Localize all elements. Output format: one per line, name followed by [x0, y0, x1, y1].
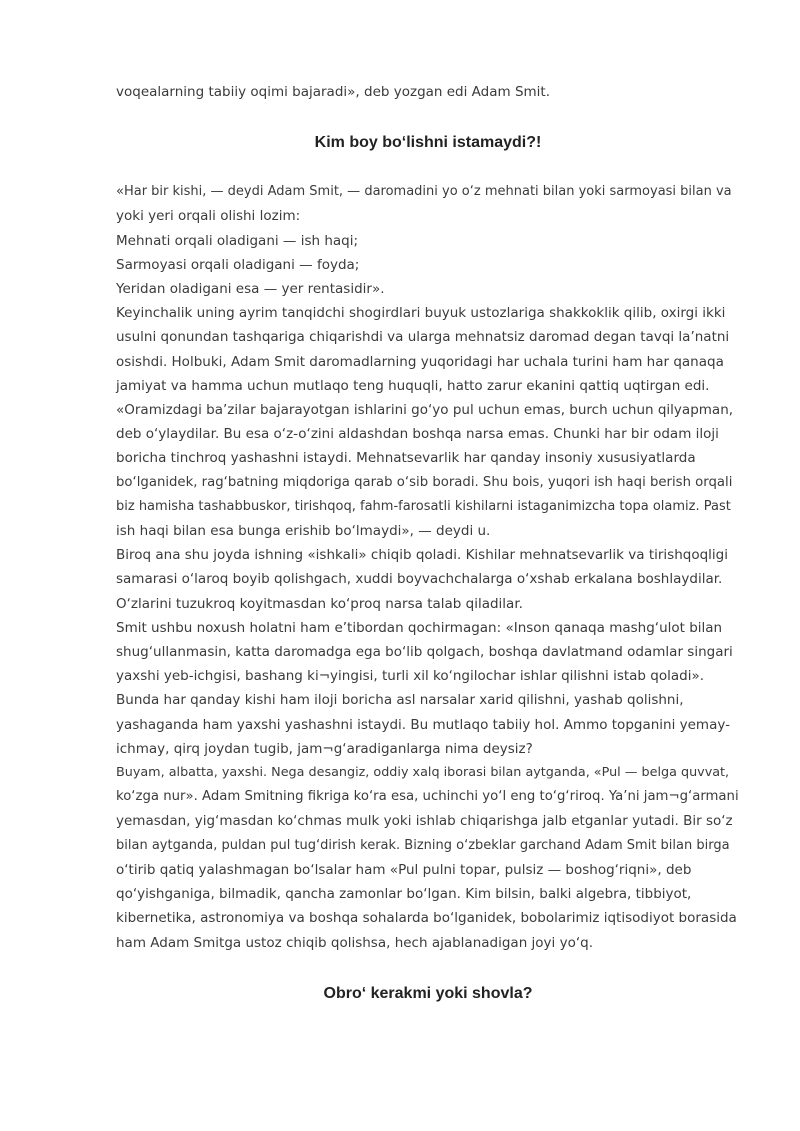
text-line: ichmay, qirq joydan tugib, jam¬g‘aradiganlarga nima deysiz? — [116, 740, 533, 757]
text-line: boricha tinchroq yashashni istaydi. Mehnatsevarlik har qanday insoniy xususiyatlarda — [116, 450, 696, 467]
text-line: ish haqi bilan esa bunga erishib bo‘lmaydi», — deydi u. — [116, 523, 491, 540]
section-body — [116, 180, 740, 955]
text-line: jamiyat va hamma uchun mutlaqo teng huquqli, hatto zarur ekanini qattiq uqtirgan edi. — [116, 377, 710, 394]
text-line: «Har bir kishi, — deydi Adam Smit, — daromadini yo o‘z mehnati bilan yoki sarmoyasi bilan va — [116, 184, 732, 200]
text-line: yemasdan, yig‘masdan ko‘chmas mulk yoki ishlab chiqarishga jalb etganlar yutadi. Bir so‘z — [116, 813, 733, 830]
text-line: Keyinchalik uning ayrim tanqidchi shogirdlari buyuk ustozlariga shakkoklik qilib, oxirgi ikki — [116, 305, 726, 322]
section-heading-reputation: Obro‘ kerakmi yoki shovla? — [323, 984, 533, 1002]
text-line: Smit ushbu noxush holatni ham e’tibordan qochirmagan: «Inson qanaqa mashg‘ulot bilan — [116, 619, 723, 636]
text-line: yaxshi yeb-ichgisi, bashang ki¬yingisi, turli xil ko‘ngilochar ishlar qilishni istab qoladi». — [116, 668, 705, 685]
text-line: qo‘yishganiga, bilmadik, qancha zamonlar bo‘lgan. Kim bilsin, balki algebra, tibbiyot, — [116, 886, 692, 903]
text-line: Bunda har qanday kishi ham iloji boricha asl narsalar xarid qilishni, yashab qolishni, — [116, 692, 684, 709]
text-line: Yeridan oladigani esa — yer rentasidir». — [116, 281, 385, 298]
text-line: bilan aytganda, puldan pul tug‘dirish kerak. Bizning o‘zbeklar garchand Adam Smit bilan birga — [116, 837, 730, 853]
text-line: yashaganda ham yaxshi yashashni istaydi. Bu mutlaqo tabiiy hol. Ammo topganini yemay- — [116, 716, 730, 733]
text-line: Biroq ana shu joyda ishning «ishkali» chiqib qoladi. Kishilar mehnatsevarlik va tirishqoqligi — [116, 547, 728, 564]
text-line: o‘tirib qatiq yalashmagan bo‘lsalar ham «Pul pulni topar, pulsiz — boshog‘riqni», deb — [116, 861, 692, 878]
intro-line: voqealarning tabiiy oqimi bajaradi», deb yozgan edi Adam Smit. — [116, 84, 551, 100]
text-line: ham Adam Smitga ustoz chiqib qolishsa, hech ajablanadigan joyi yo‘q. — [116, 934, 593, 951]
text-line: «Oramizdagi ba’zilar bajarayotgan ishlarini go‘yo pul uchun emas, burch uchun qilyapman, — [116, 402, 734, 419]
section-heading-rich: Kim boy bo‘lishni istamaydi?! — [314, 134, 542, 152]
text-line: Buyam, albatta, yaxshi. Nega desangiz, oddiy xalq iborasi bilan aytganda, «Pul — belga quvvat, — [116, 765, 730, 781]
text-line: usulni qonundan tashqariga chiqarishdi va ularga mehnatsiz daromad degan tavqi la’natni — [116, 329, 730, 346]
text-line: biz hamisha tashabbuskor, tirishqoq, fahm-farosatli kishilarni istaganimizcha topa olamiz. Past — [116, 498, 731, 514]
text-line: Sarmoyasi orqali oladigani — foyda; — [116, 256, 360, 273]
text-line: O‘zlarini tuzukroq koyitmasdan ko‘proq narsa talab qiladilar. — [116, 595, 523, 612]
document-page — [116, 80, 740, 1003]
text-line: samarasi o‘laroq boyib qolishgach, xuddi boyvachchalarga o‘xshab erkalana boshlaydilar. — [116, 571, 723, 588]
text-line: bo‘lganidek, rag‘batning miqdoriga qarab o‘sib boradi. Shu bois, yuqori ish haqi berish orqali — [116, 474, 733, 490]
text-line: ko‘zga nur». Adam Smitning fikriga ko‘ra esa, uchinchi yo‘l eng to‘g‘riroq. Ya’ni jam¬g‘armani — [116, 789, 739, 805]
text-line: shug‘ullanmasin, katta daromadga ega bo‘lib qolgach, boshqa davlatmand odamlar singari — [116, 644, 733, 661]
text-line: Mehnati orqali oladigani — ish haqi; — [116, 232, 359, 249]
text-line: yoki yeri orqali olishi lozim: — [116, 208, 301, 225]
text-line: deb o‘ylaydilar. Bu esa o‘z-o‘zini aldashdan boshqa narsa emas. Chunki har bir odam iloji — [116, 426, 719, 443]
text-line: osishdi. Holbuki, Adam Smit daromadlarning yuqoridagi har uchala turini ham har qanaqa — [116, 353, 724, 370]
text-line: kibernetika, astronomiya va boshqa sohalarda bo‘lganidek, bobolarimiz iqtisodiyot borasida — [116, 910, 737, 927]
